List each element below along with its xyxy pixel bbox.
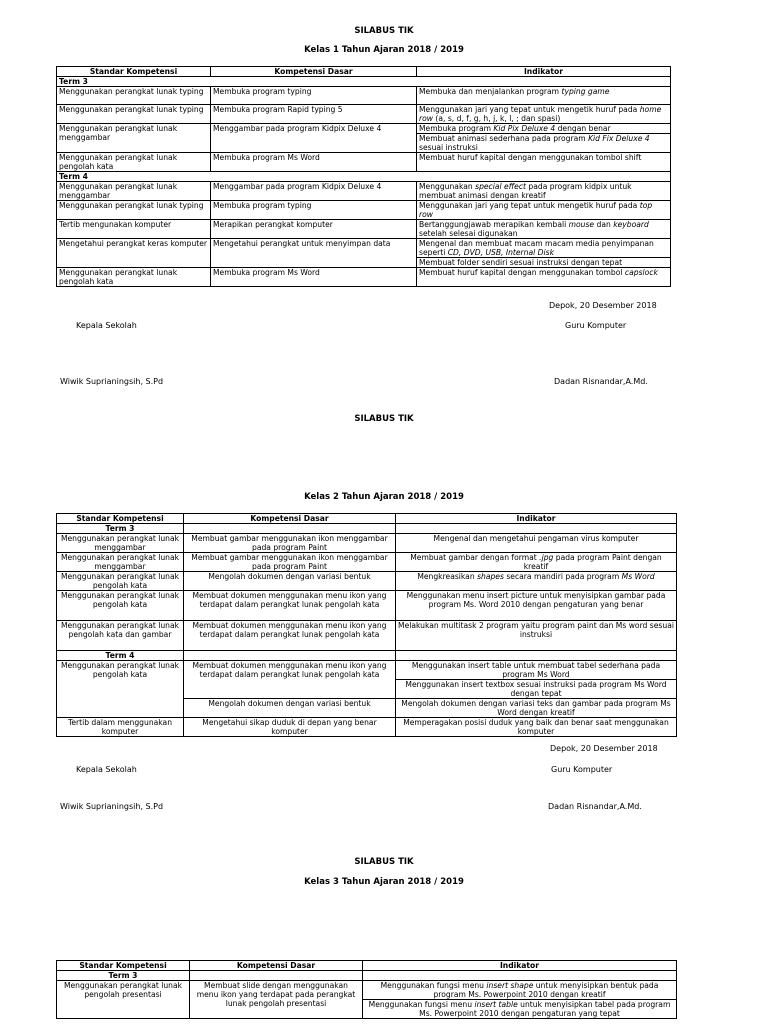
cell: Memperagakan posisi duduk yang baik dan benar saat menggunakan komputer xyxy=(396,718,677,737)
s2-head-name: Wiwik Suprianingsih, S.Pd xyxy=(60,802,164,811)
s2-title: SILABUS TIK xyxy=(354,414,414,424)
cell: Menggunakan perangkat lunak menggambar xyxy=(57,553,184,572)
table-header-row xyxy=(57,67,671,77)
cell: Mengetahui perangkat keras komputer xyxy=(57,239,211,268)
s1-teacher-title: Guru Komputer xyxy=(565,321,627,330)
term-3-label: Term 3 xyxy=(57,971,190,981)
cell: Tertib mengunakan komputer xyxy=(57,220,211,239)
cell: Mengolah dokumen dengan variasi bentuk xyxy=(184,572,396,591)
cell: Membuka dan menjalankan program typing game xyxy=(417,87,671,105)
cell xyxy=(184,524,396,534)
table-row xyxy=(57,591,677,621)
table-row xyxy=(57,105,671,124)
cell: Menggunakan perangkat lunak menggambar xyxy=(57,534,184,553)
header-indikator: Indikator xyxy=(363,961,677,971)
header-standar: Standar Kompetensi xyxy=(57,961,190,971)
cell: Mengetahui sikap duduk di depan yang benar komputer xyxy=(184,718,396,737)
s1-title: SILABUS TIK xyxy=(354,26,414,36)
cell: Menggunakan fungsi menu insert table untuk menyisipkan tabel pada program Ms. Powerpoint 2010 dengan pengaturan yang tepat xyxy=(363,1000,677,1019)
cell: Menggunakan jari yang tepat untuk mengetik huruf pada home row (a, s, d, f, g, h, j, k, l, ; dan spasi) xyxy=(417,105,671,124)
s3-subtitle: Kelas 3 Tahun Ajaran 2018 / 2019 xyxy=(304,877,464,887)
cell: Menggunakan perangkat lunak typing xyxy=(57,105,211,124)
cell: Membuat folder sendiri sesuai instruksi dengan tepat xyxy=(417,258,671,268)
table-row xyxy=(57,153,671,172)
header-standar: Standar Kompetensi xyxy=(57,514,184,524)
cell: Membuat gambar dengan format .jpg pada program Paint dengan kreatif xyxy=(396,553,677,572)
s2-date: Depok, 20 Desember 2018 xyxy=(550,744,658,753)
header-indikator: Indikator xyxy=(396,514,677,524)
table-row xyxy=(57,220,671,239)
term-row xyxy=(57,77,671,87)
s1-head-title: Kepala Sekolah xyxy=(76,321,137,330)
s1-head-name: Wiwik Suprianingsih, S.Pd xyxy=(60,377,164,386)
cell: Menggunakan insert textbox sesuai instruksi pada program Ms Word dengan tepat xyxy=(396,680,677,699)
cell: Mengolah dokumen dengan variasi bentuk xyxy=(184,699,396,718)
cell: Mengetahui perangkat untuk menyimpan data xyxy=(211,239,417,268)
cell: Membuat dokumen menggunakan menu ikon yang terdapat dalam perangkat lunak pengolah kata xyxy=(184,661,396,699)
cell: Tertib dalam menggunakan komputer xyxy=(57,718,184,737)
table-row xyxy=(57,534,677,553)
table-row xyxy=(57,553,677,572)
s1-date: Depok, 20 Desember 2018 xyxy=(549,301,657,310)
cell xyxy=(190,971,363,981)
cell: Membuat dokumen menggunakan menu ikon yang terdapat dalam perangkat lunak pengolah kata xyxy=(184,591,396,621)
cell: Menggunakan jari yang tepat untuk mengetik huruf pada top row xyxy=(417,201,671,220)
cell: Mengkreasikan shapes secara mandiri pada program Ms Word xyxy=(396,572,677,591)
s3-title: SILABUS TIK xyxy=(354,857,414,867)
table-row xyxy=(57,239,671,258)
header-kompetensi: Kompetensi Dasar xyxy=(190,961,363,971)
cell: Membuat dokumen menggunakan menu ikon yang terdapat dalam perangkat lunak pengolah kata xyxy=(184,621,396,651)
cell: Mengolah dokumen dengan variasi teks dan gambar pada program Ms Word dengan kreatif xyxy=(396,699,677,718)
s2-teacher-name: Dadan Risnandar,A.Md. xyxy=(548,802,642,811)
cell: Membuat huruf kapital dengan menggunakan tombol shift xyxy=(417,153,671,172)
cell: Mengenal dan membuat macam macam media penyimpanan seperti CD, DVD, USB, Internal Disk xyxy=(417,239,671,258)
cell xyxy=(363,971,677,981)
cell xyxy=(396,651,677,661)
table-row xyxy=(57,661,677,680)
cell: Menggunakan perangkat lunak menggambar xyxy=(57,124,211,153)
header-indikator: Indikator xyxy=(417,67,671,77)
cell: Merapikan perangkat komputer xyxy=(211,220,417,239)
cell: Membuat animasi sederhana pada program Kid Fix Deluxe 4 sesuai instruksi xyxy=(417,134,671,153)
cell: Menggunakan perangkat lunak typing xyxy=(57,87,211,105)
s2-subtitle: Kelas 2 Tahun Ajaran 2018 / 2019 xyxy=(304,492,464,502)
table-row xyxy=(57,572,677,591)
s1-subtitle: Kelas 1 Tahun Ajaran 2018 / 2019 xyxy=(304,45,464,55)
table-row xyxy=(57,981,677,1000)
cell: Membuka program typing xyxy=(211,87,417,105)
s2-teacher-title: Guru Komputer xyxy=(551,765,613,774)
table-row xyxy=(57,201,671,220)
cell: Menggunakan special effect pada program kidpix untuk membuat animasi dengan kreatif xyxy=(417,182,671,201)
table-row xyxy=(57,621,677,651)
cell: Menggambar pada program Kidpix Deluxe 4 xyxy=(211,124,417,153)
table-header-row xyxy=(57,514,677,524)
cell: Menggunakan perangkat lunak typing xyxy=(57,201,211,220)
cell: Menggunakan fungsi menu insert shape untuk menyisipkan bentuk pada program Ms. Powerpoint 2010 dengan kreatif xyxy=(363,981,677,1000)
table-row xyxy=(57,87,671,105)
cell: Membuat gambar menggunakan ikon menggambar pada program Paint xyxy=(184,553,396,572)
header-standar: Standar Kompetensi xyxy=(57,67,211,77)
header-kompetensi: Kompetensi Dasar xyxy=(211,67,417,77)
term-row xyxy=(57,651,677,661)
term-3-label: Term 3 xyxy=(57,77,671,87)
table-row xyxy=(57,268,671,287)
cell: Membuka program Ms Word xyxy=(211,268,417,287)
header-kompetensi: Kompetensi Dasar xyxy=(184,514,396,524)
cell: Menggunakan perangkat lunak menggambar xyxy=(57,182,211,201)
s2-head-title: Kepala Sekolah xyxy=(76,765,137,774)
cell: Membuka program typing xyxy=(211,201,417,220)
table-row xyxy=(57,182,671,201)
cell: Mengenal dan mengetahui pengaman virus komputer xyxy=(396,534,677,553)
term-4-label: Term 4 xyxy=(57,172,671,182)
cell: Melakukan multitask 2 program yaitu program paint dan Ms word sesuai instruksi xyxy=(396,621,677,651)
cell: Menggunakan perangkat lunak pengolah kata xyxy=(57,572,184,591)
cell: Membuat huruf kapital dengan menggunakan tombol capslock xyxy=(417,268,671,287)
table-row xyxy=(57,124,671,134)
s1-teacher-name: Dadan Risnandar,A.Md. xyxy=(554,377,648,386)
table-header-row xyxy=(57,961,677,971)
table-row xyxy=(57,718,677,737)
cell: Membuat slide dengan menggunakan menu ikon yang terdapat pada perangkat lunak pengolah presentasi xyxy=(190,981,363,1019)
cell: Menggunakan perangkat lunak pengolah kata xyxy=(57,591,184,621)
cell: Membuka program Kid Pix Deluxe 4 dengan benar xyxy=(417,124,671,134)
cell: Menggunakan perangkat lunak pengolah presentasi xyxy=(57,981,190,1019)
cell: Bertanggungjawab merapikan kembali mouse dan keyboard setelah selesai digunakan xyxy=(417,220,671,239)
cell: Membuka program Rapid typing 5 xyxy=(211,105,417,124)
term-row xyxy=(57,971,677,981)
cell: Membuat gambar menggunakan ikon menggambar pada program Paint xyxy=(184,534,396,553)
term-4-label: Term 4 xyxy=(57,651,184,661)
term-row xyxy=(57,172,671,182)
cell: Menggunakan menu insert picture untuk menyisipkan gambar pada program Ms. Word 2010 dengan pengaturan yang benar xyxy=(396,591,677,621)
term-3-label: Term 3 xyxy=(57,524,184,534)
term-row xyxy=(57,524,677,534)
s2-table xyxy=(56,513,677,737)
cell: Membuka program Ms Word xyxy=(211,153,417,172)
cell: Menggunakan perangkat lunak pengolah kata dan gambar xyxy=(57,621,184,651)
cell xyxy=(184,651,396,661)
cell: Menggunakan perangkat lunak pengolah kata xyxy=(57,268,211,287)
cell xyxy=(396,524,677,534)
cell: Menggunakan insert table untuk membuat tabel sederhana pada program Ms Word xyxy=(396,661,677,680)
s3-table xyxy=(56,960,677,1019)
cell: Menggunakan perangkat lunak pengolah kata xyxy=(57,153,211,172)
cell: Menggambar pada program Kidpix Deluxe 4 xyxy=(211,182,417,201)
cell: Menggunakan perangkat lunak pengolah kata xyxy=(57,661,184,718)
s1-table xyxy=(56,66,671,287)
